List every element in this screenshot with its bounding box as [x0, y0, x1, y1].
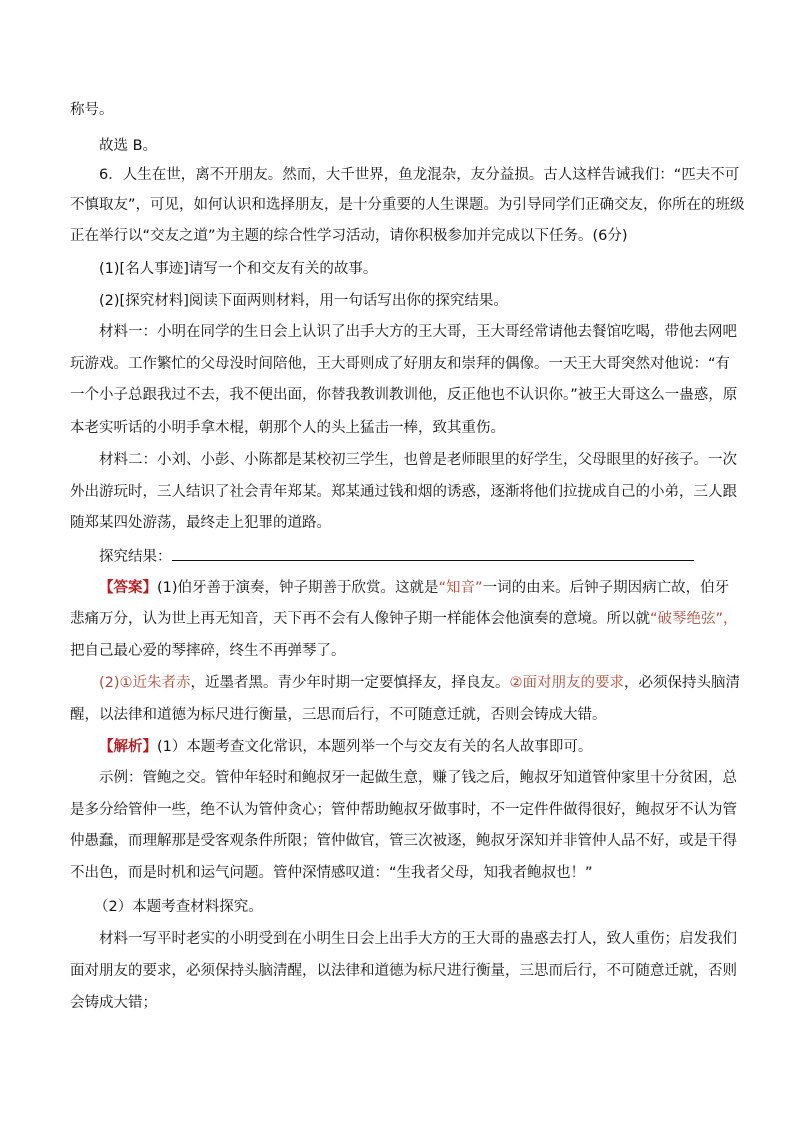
question-6-text: 6．人生在世，离不开朋友。然而，大千世界，鱼龙混杂，友分益损。古人这样告诫我们：“匹夫不可 [99, 167, 740, 183]
answer-line-5: 醒，以法律和道德为标尺进行衡量，三思而后行，不可随意迁就，否则会铸成大错。 [70, 707, 607, 723]
text-line: 是多分给管仲一些，绝不认为管仲贪心；管仲帮助鲍叔牙做事时，不一定件件做得很好，鲍叔牙不认为管 [70, 802, 737, 818]
text-line: 一个小子总跟我过不去，我不便出面，你替我教训教训他，反正他也不认识你。”被王大哥这么一蛊惑，原 [70, 387, 738, 403]
task-2: (2)[探究材料]阅读下面两则材料，用一句话写出你的探究结果。 [99, 293, 508, 309]
answer-line-1: 【答案】(1)伯牙善于演奏，钟子期善于欣赏。这就是“知音”一词的由来。后钟子期因病亡故，伯牙 [99, 580, 730, 596]
answer-line-4: (2)①近朱者赤，近墨者黑。青少年时期一定要慎择友，择良友。②面对朋友的要求，必须保持头脑清 [99, 675, 741, 691]
exploration-result-label: 探究结果： [99, 549, 172, 565]
text-line: 外出游玩时，三人结识了社会青年郑某。郑某通过钱和烟的诱惑，逐渐将他们拉拢成自己的小弟，三人跟 [70, 484, 737, 500]
material-2: 材料二：小刘、小彭、小陈都是某校初三学生，也曾是老师眼里的好学生，父母眼里的好孩子。一次 [99, 452, 737, 468]
answer-tag: 【答案】 [99, 580, 157, 596]
explanation-line-1: 【解析】(1）本题考查文化常识，本题列举一个与交友有关的名人故事即可。 [99, 739, 593, 755]
answer-blank[interactable] [172, 545, 694, 561]
text-line: 玩游戏。工作繁忙的父母没时间陪他，王大哥则成了好朋友和崇拜的偶像。一天王大哥突然对他说：“有 [70, 356, 731, 372]
text-line: 正在举行以“交友之道”为主题的综合性学习活动，请你积极参加并完成以下任务。(6分) [70, 228, 628, 244]
text-line: 称号。 [70, 102, 114, 118]
text-line: 随郑某四处游荡，最终走上犯罪的道路。 [70, 515, 331, 531]
text-line: 面对朋友的要求，必须保持头脑清醒，以法律和道德为标尺进行衡量，三思而后行，不可随意迁就，否则 [70, 963, 737, 979]
task-1: (1)[名人事迹]请写一个和交友有关的故事。 [99, 261, 378, 277]
explanation-tag: 【解析】 [99, 739, 157, 755]
material-1: 材料一：小明在同学的生日会上认识了出手大方的王大哥，王大哥经常请他去餐馆吃喝，带他去网吧 [99, 324, 737, 340]
text-line: 故选 B。 [99, 138, 158, 154]
text-line: 材料一写平时老实的小明受到在小明生日会上出手大方的王大哥的蛊惑去打人，致人重伤；启发我们 [99, 931, 737, 947]
text-line: 本老实听话的小明手拿木棍，朝那个人的头上猛击一棒，致其重伤。 [70, 420, 505, 436]
answer-line-2: 悲痛万分，认为世上再无知音，天下再不会有人像钟子期一样能体会他演奏的意境。所以就“破琴绝弦”， [70, 611, 738, 627]
text-line: 会铸成大错； [70, 995, 157, 1011]
text-line: 仲愚蠢，而理解那是受客观条件所限；管仲做官，管三次被逐，鲍叔牙深知并非管仲人品不好，或是干得 [70, 833, 737, 849]
exploration-result [99, 545, 730, 567]
text-line: （2）本题考查材料探究。 [94, 899, 263, 915]
text-line: 示例：管鲍之交。管仲年轻时和鲍叔牙一起做生意，赚了钱之后，鲍叔牙知道管仲家里十分贫困，总 [99, 770, 737, 786]
text-line: 不出色，而是时机和运气问题。管仲深情感叹道：“生我者父母，知我者鲍叔也！” [70, 865, 593, 881]
answer-line-3: 把自己最心爱的琴摔碎，终生不再弹琴了。 [70, 643, 346, 659]
text-line: 不慎取友”，可见，如何认识和选择朋友，是十分重要的人生课题。为引导同学们正确交友，你所在的班级 [70, 197, 745, 213]
